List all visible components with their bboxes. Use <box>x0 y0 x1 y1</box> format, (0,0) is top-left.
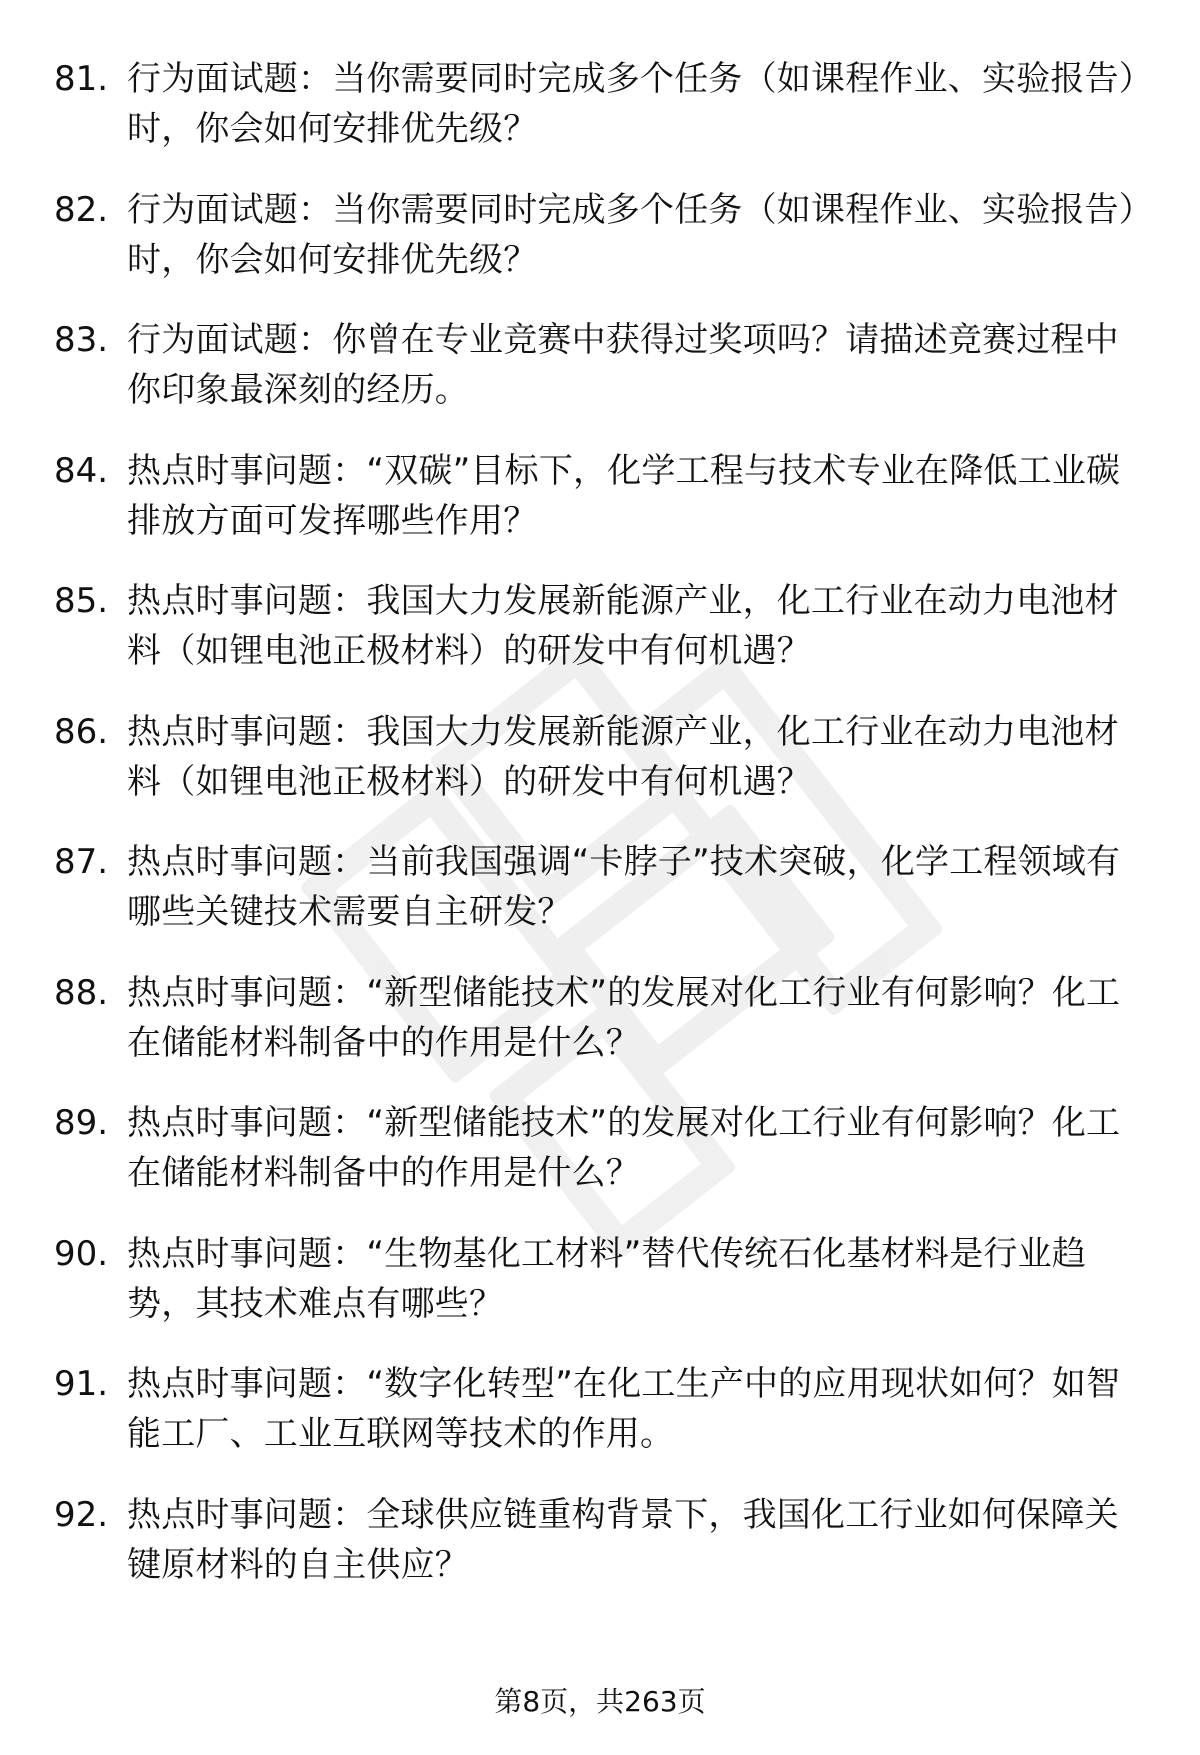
question-number: 89. <box>54 1103 109 1143</box>
question-item <box>0 968 1200 1068</box>
question-item <box>0 54 1200 154</box>
question-text: 热点时事问题：全球供应链重构背景下，我国化工行业如何保障关键原材料的自主供应？ <box>127 1494 1119 1585</box>
question-item <box>0 446 1200 546</box>
question-number: 84. <box>54 450 109 491</box>
question-item <box>0 185 1200 285</box>
question-item <box>0 1359 1200 1459</box>
question-text: 热点时事问题：我国大力发展新能源产业，化工行业在动力电池材料（如锂电池正极材料）的研发中有何机遇？ <box>127 581 1119 671</box>
question-item <box>0 576 1200 676</box>
question-item <box>0 707 1200 807</box>
question-item <box>0 1229 1200 1329</box>
question-text: 热点时事问题：“双碳”目标下，化学工程与技术专业在降低工业碳排放方面可发挥哪些作用？ <box>127 450 1121 541</box>
question-number: 83. <box>54 320 109 360</box>
question-item <box>0 837 1200 937</box>
question-text: 热点时事问题：“数字化转型”在化工生产中的应用现状如何？如智能工厂、工业互联网等技术的作用。 <box>127 1364 1121 1454</box>
question-text: 行为面试题：当你需要同时完成多个任务（如课程作业、实验报告）时，你会如何安排优先级？ <box>127 189 1136 280</box>
question-text: 热点时事问题：我国大力发展新能源产业，化工行业在动力电池材料（如锂电池正极材料）的研发中有何机遇？ <box>127 711 1119 802</box>
page-number-label: 第8页，共263页 <box>494 1685 706 1718</box>
question-number: 85. <box>54 581 109 621</box>
question-text: 热点时事问题：“生物基化工材料”替代传统石化基材料是行业趋势，其技术难点有哪些？ <box>127 1233 1087 1324</box>
question-item <box>0 1490 1200 1590</box>
page-footer <box>0 1682 1200 1722</box>
question-text: 热点时事问题：“新型储能技术”的发展对化工行业有何影响？化工在储能材料制备中的作用是什么？ <box>127 972 1121 1063</box>
question-number: 86. <box>54 711 109 752</box>
question-text: 热点时事问题：当前我国强调“卡脖子”技术突破，化学工程领域有哪些关键技术需要自主研发？ <box>127 842 1121 932</box>
question-item <box>0 315 1200 415</box>
question-item <box>0 1098 1200 1198</box>
question-number: 92. <box>54 1494 109 1535</box>
question-text: 热点时事问题：“新型储能技术”的发展对化工行业有何影响？化工在储能材料制备中的作用是什么？ <box>127 1103 1121 1193</box>
question-number: 87. <box>54 842 109 882</box>
question-text: 行为面试题：你曾在专业竞赛中获得过奖项吗？请描述竞赛过程中你印象最深刻的经历。 <box>127 320 1119 410</box>
question-number: 81. <box>54 59 109 99</box>
question-number: 82. <box>54 189 109 230</box>
question-number: 88. <box>54 972 109 1013</box>
question-list <box>0 54 1200 1620</box>
question-number: 91. <box>54 1364 109 1404</box>
question-number: 90. <box>54 1233 109 1274</box>
question-text: 行为面试题：当你需要同时完成多个任务（如课程作业、实验报告）时，你会如何安排优先级？ <box>127 59 1136 149</box>
